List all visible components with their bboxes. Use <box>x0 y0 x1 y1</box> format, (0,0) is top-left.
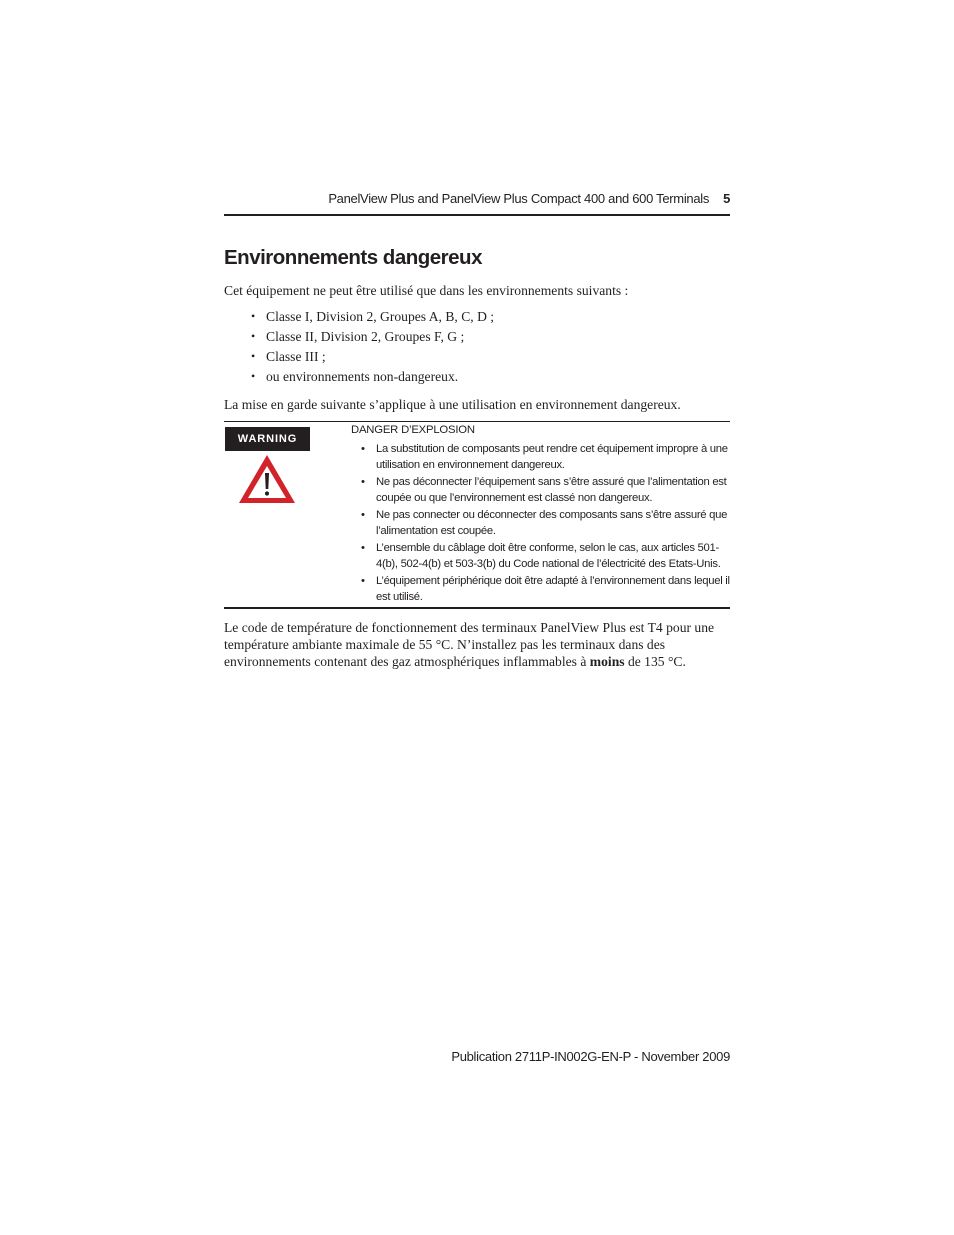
publication-footer: Publication 2711P-IN002G-EN-P - November 2009 <box>451 1049 730 1064</box>
temperature-note-text: Le code de température de fonctionnement des terminaux PanelView Plus est T4 pour une température ambiante maximale de 55 °C. N’installez pas les terminaux dans des environnements contenant des gaz atmosphériques inflammables à <box>224 620 715 670</box>
running-header <box>225 191 730 206</box>
running-header-title: PanelView Plus and PanelView Plus Compact 400 and 600 Terminals <box>328 191 710 206</box>
intro-paragraph: Cet équipement ne peut être utilisé que dans les environnements suivants : <box>224 283 629 298</box>
warning-item: • La substitution de composants peut rendre cet équipement impropre à une utilisation en environnement dangereux. <box>360 442 732 473</box>
warning-intro-paragraph: La mise en garde suivante s’applique à une utilisation en environnement dangereux. <box>224 397 681 412</box>
warning-top-rule <box>224 421 730 422</box>
warning-item: • Ne pas déconnecter l’équipement sans s’être assuré que l’alimentation est coupée ou que l’environnement est classé non dangereux. <box>360 475 732 506</box>
list-item: • ou environnements non-dangereux. <box>250 368 494 388</box>
page-number: 5 <box>723 191 730 206</box>
list-item: • Classe II, Division 2, Groupes F, G ; <box>250 328 494 348</box>
warning-triangle-icon <box>238 453 296 505</box>
temperature-note-emphasis: moins <box>589 654 625 670</box>
warning-item: • L’équipement périphérique doit être adapté à l’environnement dans lequel il est utilisé. <box>360 574 732 605</box>
warning-item: • L’ensemble du câblage doit être conforme, selon le cas, aux articles 501-4(b), 502-4(b) et 503-3(b) du Code national de l’électricité des Etats-Unis. <box>360 541 732 572</box>
list-item: • Classe I, Division 2, Groupes A, B, C, D ; <box>250 308 494 328</box>
temperature-note <box>224 619 730 671</box>
warning-heading: DANGER D’EXPLOSION <box>351 424 475 436</box>
warning-list <box>360 442 732 607</box>
warning-item: • Ne pas connecter ou déconnecter des composants sans s’être assuré que l’alimentation est coupée. <box>360 508 732 539</box>
header-rule <box>224 214 730 216</box>
warning-label: WARNING <box>225 427 310 451</box>
section-title: Environnements dangereux <box>224 246 482 269</box>
warning-bottom-rule <box>224 607 730 609</box>
temperature-note-end: de 135 °C. <box>624 654 686 670</box>
list-item: • Classe III ; <box>250 348 494 368</box>
hazard-classification-list <box>250 308 494 388</box>
